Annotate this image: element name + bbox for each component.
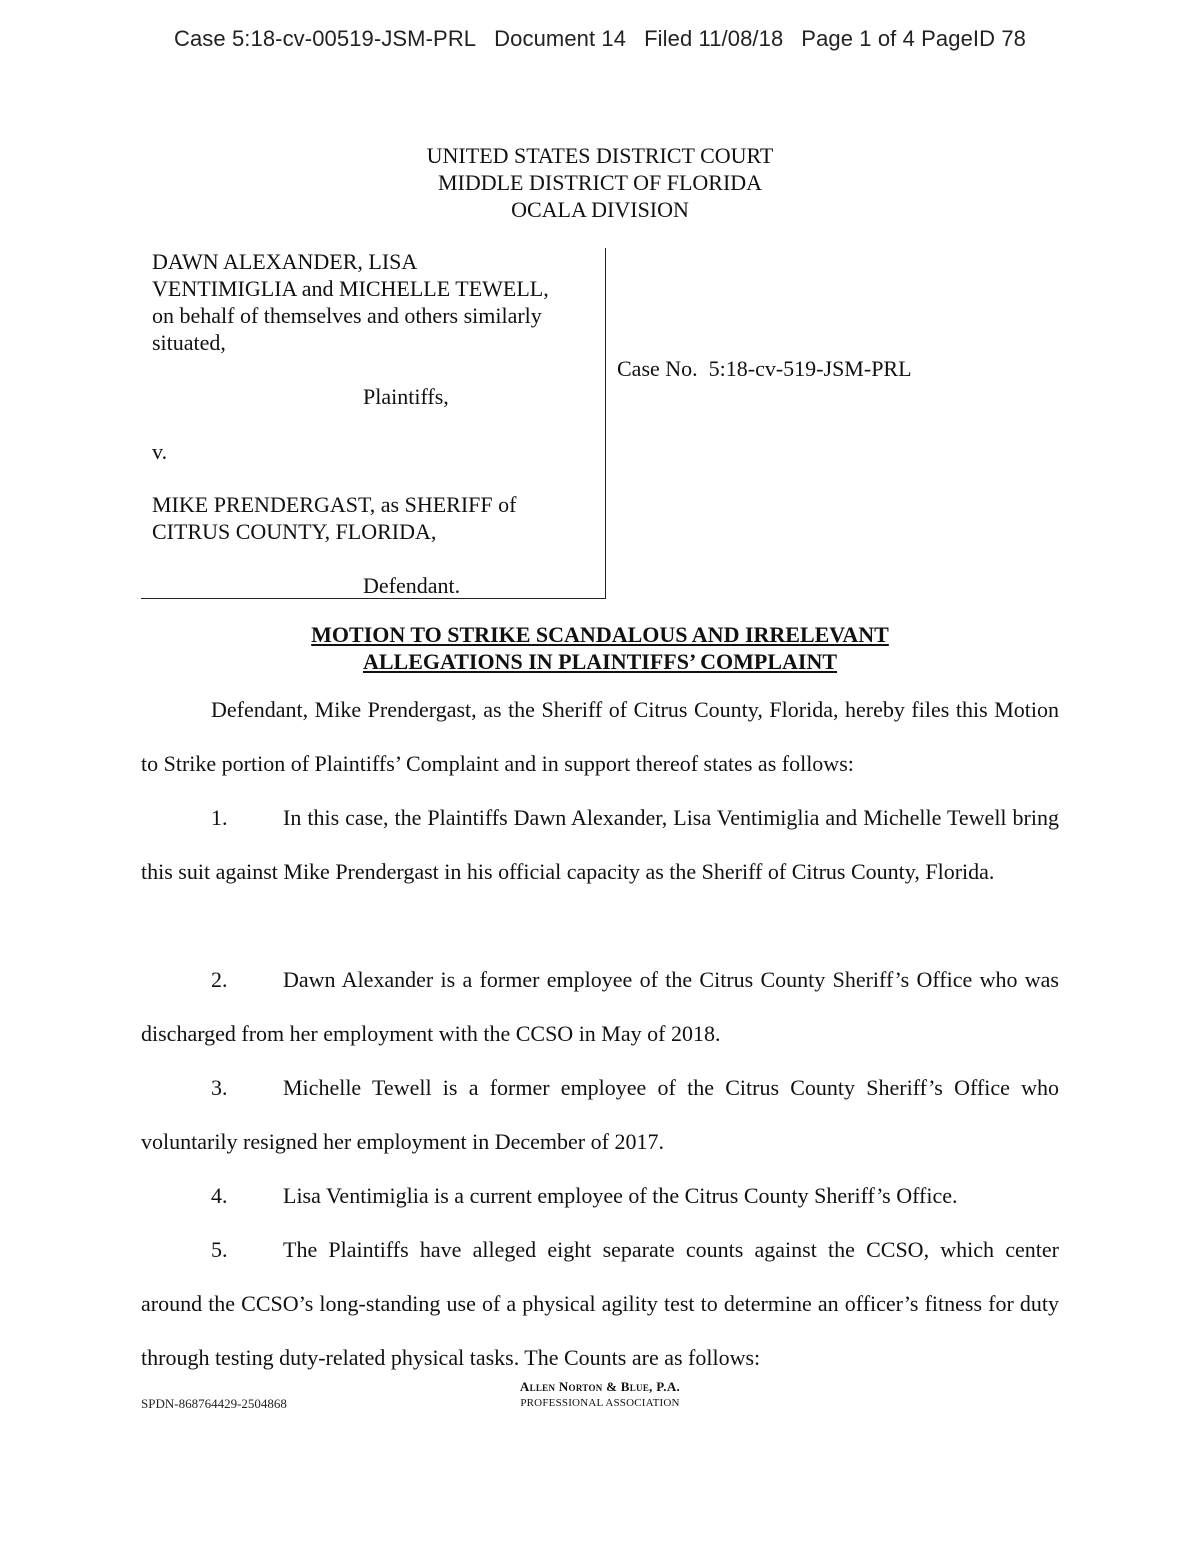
defendant-names bbox=[152, 491, 516, 545]
plaintiffs-line: on behalf of themselves and others similarly bbox=[152, 303, 542, 328]
paragraph-text: Dawn Alexander is a former employee of the Citrus County Sheriff’s Office who was discharged from her employment with the CCSO in May of 2018. bbox=[141, 967, 1059, 1046]
paragraph-number: 3. bbox=[211, 1075, 228, 1100]
paragraph-number: 1. bbox=[211, 805, 228, 830]
header-document: Document 14 bbox=[494, 26, 627, 51]
paragraph-text: Michelle Tewell is a former employee of the Citrus County Sheriff’s Office who voluntarily resigned her employment in December of 2017. bbox=[141, 1075, 1059, 1154]
document-id: SPDN-868764429-2504868 bbox=[141, 1396, 287, 1411]
paragraph-text: The Plaintiffs have alleged eight separate counts against the CCSO, which center around the CCSO’s long-standing use of a physical agility test to determine an officer’s fitness for duty through testing duty-related physical tasks. The Counts are as follows: bbox=[141, 1237, 1059, 1370]
plaintiffs-role: Plaintiffs, bbox=[363, 384, 449, 409]
header-case: Case 5:18-cv-00519-JSM-PRL bbox=[173, 26, 477, 51]
paragraph-number: 2. bbox=[211, 967, 228, 992]
plaintiffs-line: situated, bbox=[152, 330, 226, 355]
firm-subtitle: PROFESSIONAL ASSOCIATION bbox=[520, 1397, 680, 1409]
motion-title-line: MOTION TO STRIKE SCANDALOUS AND IRRELEVANT bbox=[311, 622, 889, 647]
plaintiffs-line: DAWN ALEXANDER, LISA bbox=[152, 249, 418, 274]
court-district: MIDDLE DISTRICT OF FLORIDA bbox=[437, 170, 763, 195]
numbered-paragraph bbox=[141, 1061, 1059, 1169]
header-filed: Filed 11/08/18 bbox=[644, 26, 784, 51]
court-heading bbox=[0, 142, 1200, 223]
motion-title-line: ALLEGATIONS IN PLAINTIFFS’ COMPLAINT bbox=[362, 649, 838, 674]
paragraph-number: 5. bbox=[211, 1237, 228, 1262]
numbered-paragraph bbox=[141, 953, 1059, 1061]
intro-paragraph bbox=[141, 683, 1059, 791]
firm-name: Allen Norton & Blue, P.A. bbox=[519, 1379, 681, 1394]
defendant-line: CITRUS COUNTY, FLORIDA, bbox=[152, 519, 437, 544]
case-number: Case No. 5:18-cv-519-JSM-PRL bbox=[617, 356, 912, 381]
court-name: UNITED STATES DISTRICT COURT bbox=[426, 143, 774, 168]
numbered-paragraph bbox=[141, 1223, 1059, 1385]
numbered-paragraph bbox=[141, 791, 1059, 899]
motion-title bbox=[0, 621, 1200, 675]
paragraph-number: 4. bbox=[211, 1183, 228, 1208]
paragraph-text: Lisa Ventimiglia is a current employee of the Citrus County Sheriff’s Office. bbox=[283, 1183, 958, 1208]
defendant-line: MIKE PRENDERGAST, as SHERIFF of bbox=[152, 492, 517, 517]
case-caption bbox=[141, 248, 606, 599]
court-division: OCALA DIVISION bbox=[511, 197, 689, 222]
versus: v. bbox=[152, 439, 168, 464]
paragraph-text: In this case, the Plaintiffs Dawn Alexander, Lisa Ventimiglia and Michelle Tewell bring this suit against Mike Prendergast in his official capacity as the Sheriff of Citrus County, Florida. bbox=[141, 805, 1059, 884]
defendant-role: Defendant. bbox=[363, 573, 461, 598]
filing-header bbox=[0, 26, 1200, 52]
numbered-paragraph bbox=[141, 1169, 1059, 1223]
intro-text: Defendant, Mike Prendergast, as the Sheriff of Citrus County, Florida, hereby files this Motion to Strike portion of Plaintiffs’ Complaint and in support thereof states as follows: bbox=[141, 697, 1059, 776]
plaintiffs-line: VENTIMIGLIA and MICHELLE TEWELL, bbox=[152, 276, 549, 301]
header-page: Page 1 of 4 PageID 78 bbox=[801, 26, 1027, 51]
plaintiffs-names bbox=[152, 248, 549, 356]
